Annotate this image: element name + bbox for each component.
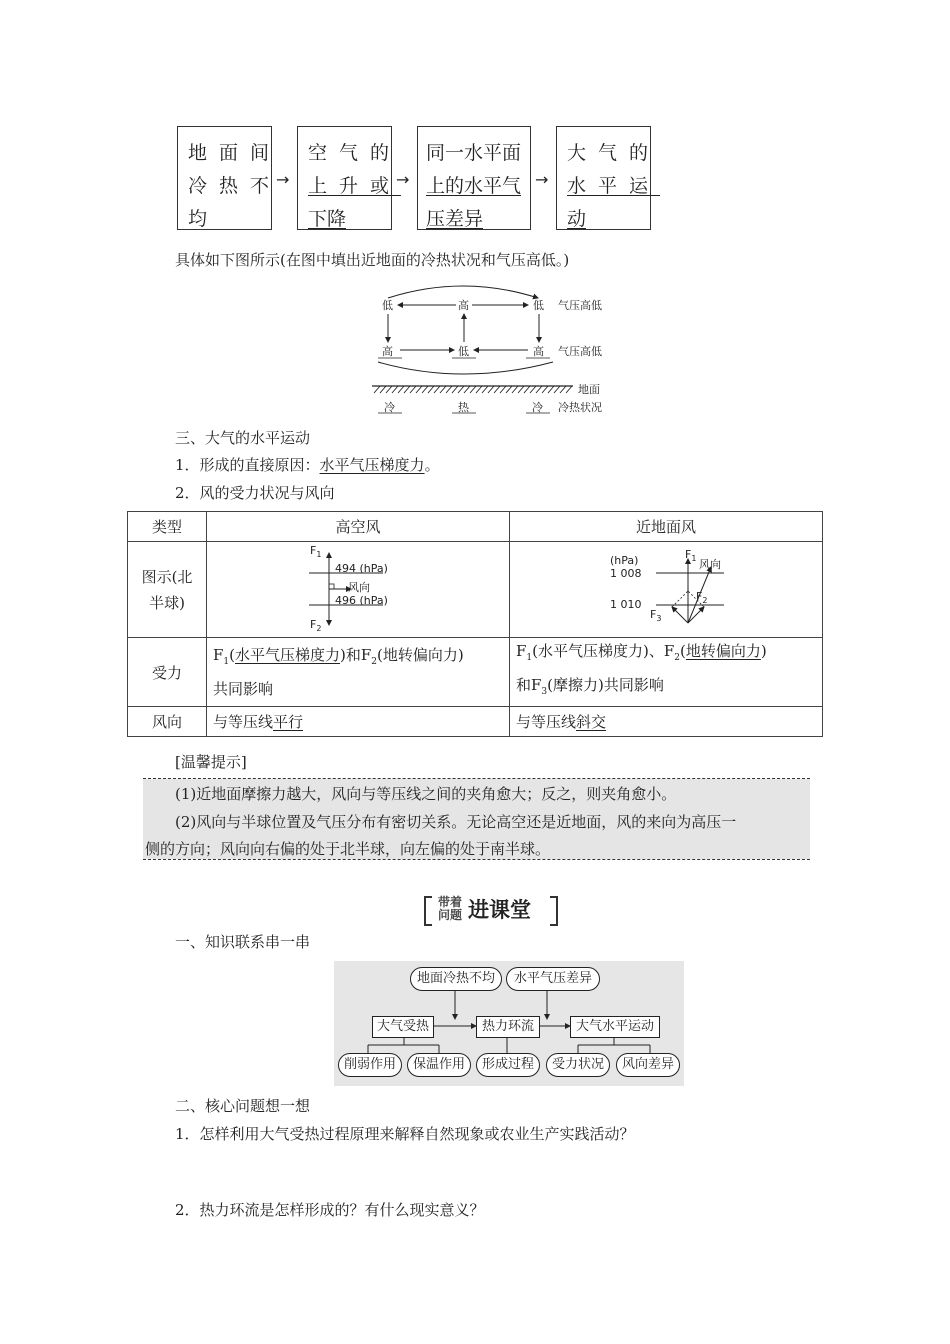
upper-f1-letter: F [310, 544, 317, 557]
bottom-pressure-mid: 低 [458, 345, 469, 358]
section3-item1-suffix: 。 [424, 456, 440, 474]
top-pressure-mid: 高 [458, 299, 469, 312]
section3-item2: 2．风的受力状况与风向 [175, 484, 335, 502]
table-row-direction [128, 707, 823, 737]
knowledge-mindmap [334, 961, 684, 1086]
header-upper-wind: 高空风 [207, 512, 510, 542]
flow-box-4 [556, 126, 661, 230]
surface-f3-letter: F [650, 608, 657, 621]
temp-mid: 热 [458, 401, 469, 414]
temp-right: 冷 [532, 401, 543, 414]
surface-p1: 1 008 [610, 567, 642, 580]
surface-force-f1-sub: 1 [526, 653, 533, 663]
upper-p1: 494 (hPa) [335, 562, 388, 575]
section-b-question-2: 2．热力环流是怎样形成的？有什么现实意义？ [175, 1201, 485, 1219]
mindmap-mid-3: 大气水平运动 [570, 1016, 660, 1038]
upper-wind-diagram-cell [207, 542, 510, 638]
surface-wind-diagram [516, 543, 816, 637]
top-pressure-label: 气压高低 [558, 299, 602, 312]
flow-box-1 [177, 126, 282, 230]
table-row-force [128, 638, 823, 707]
flow-box-3-line-1: 同一水平面 [426, 142, 522, 164]
flow-arrow-1: → [276, 170, 290, 189]
surface-wind-diagram-cell [510, 542, 823, 638]
upper-force-answer: 水平气压梯度力 [235, 645, 341, 664]
flow-arrow-2: → [396, 170, 410, 189]
bottom-pressure-label: 气压高低 [558, 345, 602, 358]
upper-direction-cell [207, 707, 510, 737]
upper-wind-label: 风向 [348, 581, 370, 594]
surface-force-f1: F [516, 642, 527, 660]
section-b-question-1: 1．怎样利用大气受热过程原理来解释自然现象或农业生产实践活动？ [175, 1125, 635, 1143]
upper-f1 [310, 544, 321, 559]
upper-direction-prefix: 与等压线 [213, 713, 274, 731]
wind-force-table [127, 511, 823, 737]
surface-f2-sub: 2 [702, 596, 708, 606]
surface-f3-sub: 3 [656, 614, 662, 624]
flow-box-3 [417, 126, 531, 230]
upper-force-open: ( [229, 645, 236, 664]
row-force-label: 受力 [128, 638, 207, 707]
banner-right-bracket [550, 896, 558, 926]
temp-left: 冷 [384, 401, 395, 414]
banner-small-top: 带着 [438, 895, 463, 909]
mindmap-bottom-5: 风向差异 [616, 1053, 680, 1077]
section3-item1 [175, 455, 440, 475]
surface-unit: (hPa) [610, 554, 639, 567]
upper-force-f1: F [213, 645, 224, 664]
tip-paragraph-1: (1)近地面摩擦力越大，风向与等压线之间的夹角愈大；反之，则夹角愈小。 [175, 785, 677, 803]
surface-f3 [650, 608, 661, 623]
section-a-heading: 一、知识联系串一串 [175, 933, 311, 951]
section3-item1-prefix: 1．形成的直接原因： [175, 456, 320, 474]
table-header-row [128, 512, 823, 542]
surface-direction-cell [510, 707, 823, 737]
flow-arrow-3: → [535, 170, 549, 189]
table-row-diagram [128, 542, 823, 638]
flow-box-4-line-2: 水平运 [567, 175, 661, 197]
banner-small-bottom: 问题 [438, 908, 463, 922]
upper-f1-sub: 1 [316, 550, 322, 560]
surface-f2-letter: F [696, 590, 703, 603]
bottom-pressure-right: 高 [533, 345, 544, 358]
tip-bottom-divider [143, 859, 810, 860]
mindmap-mid-1: 大气受热 [372, 1016, 434, 1038]
section-b-heading: 二、核心问题想一想 [175, 1097, 311, 1115]
surface-direction-prefix: 与等压线 [516, 713, 577, 731]
upper-f2 [310, 618, 321, 633]
top-pressure-right: 低 [533, 299, 544, 312]
surface-force-f3-sub: 3 [541, 687, 548, 697]
ground-label: 地面 [578, 383, 600, 396]
section3-heading: 三、大气的水平运动 [175, 429, 311, 447]
flow-box-2-line-3: 下降 [308, 208, 347, 230]
section-banner [424, 894, 558, 926]
flow-box-3-line-3: 压差异 [426, 208, 484, 230]
temp-label: 冷热状况 [558, 401, 602, 414]
tip-heading: [温馨提示] [175, 753, 247, 771]
surface-f1-letter: F [685, 548, 692, 561]
surface-force-and-f3: 和F [516, 676, 542, 694]
flow-box-2-line-2: 上升或 [308, 175, 402, 197]
surface-force-f2-sub: 2 [674, 653, 681, 663]
circulation-caption: 具体如下图所示(在图中填出近地面的冷热状况和气压高低。) [175, 251, 570, 269]
mindmap-top-1: 地面冷热不均 [410, 967, 502, 991]
surface-f2 [696, 590, 707, 605]
upper-force-f1-sub: 1 [223, 656, 230, 667]
upper-f2-sub: 2 [316, 624, 322, 634]
flow-box-1-line-3: 均 [188, 208, 208, 230]
mindmap-top-2: 水平气压差异 [506, 967, 600, 991]
flow-box-2 [297, 126, 402, 230]
bottom-pressure-left: 高 [382, 345, 393, 358]
flow-box-4-line-1: 大气的 [567, 142, 661, 164]
tip-paragraph-2a: (2)风向与半球位置及气压分布有密切关系。无论高空还是近地面，风的来向为高压一 [175, 813, 737, 831]
surface-direction-answer: 斜交 [576, 713, 607, 731]
upper-force-f2-sub: 2 [371, 656, 378, 667]
surface-force-friction: (摩擦力)共同影响 [547, 676, 664, 694]
upper-force-cell [207, 638, 510, 707]
upper-force-and-f2: )和F [340, 645, 372, 664]
flow-box-1-line-1: 地面间 [188, 142, 282, 164]
upper-force-joint: 共同影响 [213, 679, 274, 698]
row-diagram-label: 图示(北半球) [128, 542, 207, 638]
surface-force-answer: 地转偏向力 [685, 642, 761, 660]
mindmap-bottom-1: 削弱作用 [338, 1053, 402, 1077]
surface-force-close: ) [760, 642, 767, 660]
upper-force-coriolis: (地转偏向力) [377, 645, 464, 664]
banner-left-bracket [424, 896, 432, 926]
surface-p2: 1 010 [610, 598, 642, 611]
flow-box-2-line-1: 空气的 [308, 142, 402, 164]
mindmap-mid-2: 热力环流 [476, 1016, 540, 1038]
top-pressure-left: 低 [382, 299, 393, 312]
upper-direction-answer: 平行 [273, 713, 304, 731]
upper-p2: 496 (hPa) [335, 594, 388, 607]
banner-big: 进课堂 [468, 898, 531, 922]
flow-box-3-line-2: 上的水平气 [426, 175, 522, 197]
upper-f2-letter: F [310, 618, 317, 631]
surface-f1-sub: 1 [691, 554, 697, 564]
header-type: 类型 [128, 512, 207, 542]
tip-paragraph-2b: 侧的方向；风向向右偏的处于北半球，向左偏的处于南半球。 [145, 840, 551, 858]
row-direction-label: 风向 [128, 707, 207, 737]
surface-force-cell [510, 638, 823, 707]
surface-wind-label: 风向 [699, 558, 721, 571]
mindmap-bottom-3: 形成过程 [476, 1053, 540, 1077]
header-surface-wind: 近地面风 [510, 512, 823, 542]
flow-box-1-line-2: 冷热不 [188, 175, 282, 197]
mindmap-bottom-2: 保温作用 [407, 1053, 471, 1077]
flow-box-4-line-3: 动 [567, 208, 587, 230]
surface-f1 [685, 548, 696, 563]
section3-item1-answer: 水平气压梯度力 [319, 456, 425, 474]
surface-force-pgf-f2: (水平气压梯度力)、F [532, 642, 675, 660]
surface-force-open: ( [680, 642, 686, 660]
mindmap-bottom-4: 受力状况 [546, 1053, 610, 1077]
